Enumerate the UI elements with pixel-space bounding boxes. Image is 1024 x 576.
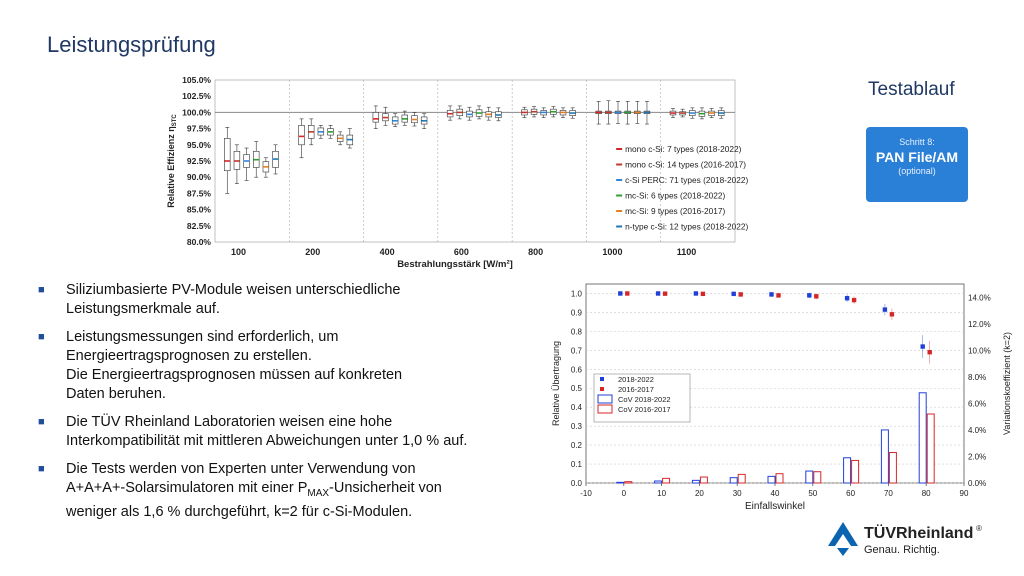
legend-label: CoV 2018-2022 xyxy=(618,395,671,404)
legend-marker xyxy=(598,395,612,403)
legend-label: n-type c-Si: 12 types (2018-2022) xyxy=(625,221,749,232)
side-title: Testablauf xyxy=(868,79,955,100)
y-tick-label: 97.5% xyxy=(186,123,211,134)
cov-bar xyxy=(730,478,737,483)
data-point xyxy=(663,291,667,295)
y-tick-label: 90.0% xyxy=(186,172,211,183)
tuv-triangle-small-icon xyxy=(837,548,849,556)
legend-label: mc-Si: 6 types (2018-2022) xyxy=(625,190,726,201)
data-point xyxy=(618,291,622,295)
x-tick-label: 1000 xyxy=(602,247,623,257)
cov-bar xyxy=(625,482,632,483)
bullet-item xyxy=(36,281,556,319)
x-tick-label: 800 xyxy=(528,247,544,257)
bullet-text: Siliziumbasierte PV-Module weisen unterschiedliche Leistungsmerkmale auf. xyxy=(66,282,401,317)
legend-label: mono c-Si: 14 types (2016-2017) xyxy=(625,159,746,170)
bullet-square-icon: ■ xyxy=(38,284,45,296)
data-point xyxy=(739,292,743,296)
legend-label: 2016-2017 xyxy=(618,385,654,394)
bullet-item xyxy=(36,328,556,404)
y2-tick-label: 4.0% xyxy=(968,425,987,435)
cov-bar xyxy=(768,476,775,483)
legend-marker xyxy=(600,387,604,391)
y2-tick-label: 14.0% xyxy=(968,293,991,303)
x-tick-label: 50 xyxy=(808,489,818,498)
y-tick-label: 0.4 xyxy=(570,403,582,413)
y2-tick-label: 6.0% xyxy=(968,399,987,409)
y-tick-label: 0.7 xyxy=(570,346,582,356)
cov-bar xyxy=(852,460,859,483)
data-point xyxy=(769,292,773,296)
data-point xyxy=(732,292,736,296)
cov-bar xyxy=(776,474,783,483)
y-axis-label: Relative Übertragung xyxy=(551,340,561,427)
data-point xyxy=(807,293,811,297)
logo-tagline: Genau. Richtig. xyxy=(864,544,940,556)
tuv-rheinland-logo xyxy=(826,518,986,558)
x-tick-label: 10 xyxy=(657,489,667,498)
y-tick-label: 0.3 xyxy=(570,422,582,432)
data-point xyxy=(776,293,780,297)
y-tick-label: 0.1 xyxy=(570,460,582,470)
data-point xyxy=(852,298,856,302)
y-tick-label: 105.0% xyxy=(182,75,211,85)
bullet-text: Die TÜV Rheinland Laboratorien weisen eine hohe Interkompatibilität mit mittleren Abweichungen unter 1,0 % auf. xyxy=(66,414,468,449)
x-tick-label: 0 xyxy=(621,489,627,498)
page-title: Leistungsprüfung xyxy=(47,32,216,57)
bullet-item xyxy=(36,460,556,522)
data-point xyxy=(701,292,705,296)
legend-label: CoV 2016-2017 xyxy=(618,405,671,414)
pmax-subscript: MAX xyxy=(307,487,330,499)
cov-bar xyxy=(881,430,888,483)
y-tick-label: 85.0% xyxy=(186,204,211,215)
logo-reg-mark: ® xyxy=(976,524,982,533)
y-tick-label: 82.5% xyxy=(186,220,211,231)
x-tick-label: 100 xyxy=(231,247,247,257)
x-tick-label: 400 xyxy=(379,247,395,257)
cov-bar xyxy=(889,452,896,483)
cov-bar xyxy=(692,480,699,483)
legend-label: mc-Si: 9 types (2016-2017) xyxy=(625,206,726,216)
bullet-square-icon: ■ xyxy=(38,331,45,343)
data-point xyxy=(814,294,818,298)
logo-brand-text: TÜVRheinland xyxy=(864,525,974,542)
y-tick-label: 1.0 xyxy=(570,289,582,299)
cov-bar xyxy=(700,477,707,483)
cov-bar xyxy=(814,472,821,483)
legend-marker xyxy=(598,405,612,413)
cov-bar xyxy=(844,458,851,483)
x-tick-label: 20 xyxy=(694,489,704,498)
cov-bar xyxy=(919,393,926,483)
y-tick-label: 80.0% xyxy=(186,237,211,247)
x-tick-label: 200 xyxy=(305,247,321,257)
cov-bar xyxy=(663,478,670,483)
x-tick-label: -10 xyxy=(580,489,592,498)
y-axis-label-subscript: STC xyxy=(172,114,178,127)
box xyxy=(224,138,230,170)
step-number-label: Schritt 8: xyxy=(899,137,935,147)
data-point xyxy=(625,291,629,295)
y-tick-label: 92.5% xyxy=(186,156,211,166)
y-tick-label: 102.5% xyxy=(182,91,211,102)
data-point xyxy=(890,312,894,316)
y-tick-label: 0.5 xyxy=(570,384,582,394)
y-axis-label: Relative Effizienz $\eta_{STC}$ xyxy=(166,114,178,208)
legend-marker xyxy=(600,377,604,381)
y-tick-label: 95.0% xyxy=(186,139,211,150)
step-8-pan-file-button[interactable] xyxy=(866,127,968,202)
legend-label: mono c-Si: 7 types (2018-2022) xyxy=(625,144,742,154)
y2-tick-label: 12.0% xyxy=(968,319,991,329)
bullet-text-post: -Unsicherheit von weniger als 1,6 % durchgeführt, k=2 für c-Si-Modulen. xyxy=(66,480,442,520)
bullet-text: Leistungsmessungen sind erforderlich, um Energieertragsprognosen zu erstellen. Die Energieertragsprognosen müssen auf konkreten Daten beruhen. xyxy=(66,329,403,402)
y2-axis-label: Variationskoeffizient (k=2) xyxy=(1002,332,1012,435)
bullet-list xyxy=(36,281,556,531)
efficiency-boxplot-chart xyxy=(160,72,750,274)
data-point xyxy=(928,350,932,354)
y-tick-label: 87.5% xyxy=(186,188,211,199)
data-point xyxy=(883,307,887,311)
x-axis-label: Bestrahlungsstärk [W/m²] xyxy=(397,259,513,270)
data-point xyxy=(656,291,660,295)
y2-tick-label: 0.0% xyxy=(968,479,987,488)
x-tick-label: 90 xyxy=(959,489,969,498)
data-point xyxy=(694,291,698,295)
cov-bar xyxy=(927,414,934,483)
cov-bar xyxy=(655,481,662,483)
x-axis-label: Einfallswinkel xyxy=(744,501,806,512)
legend-label: c-Si PERC: 71 types (2018-2022) xyxy=(625,175,749,185)
y-tick-label: 0.2 xyxy=(570,441,582,451)
y-tick-label: 0.0 xyxy=(570,479,582,488)
x-tick-label: 1100 xyxy=(676,247,697,257)
x-tick-label: 70 xyxy=(883,489,893,498)
bullet-item xyxy=(36,413,556,451)
x-tick-label: 80 xyxy=(921,489,931,498)
data-point xyxy=(845,296,849,300)
data-point xyxy=(921,344,925,348)
x-tick-label: 30 xyxy=(732,489,742,498)
y-tick-label: 100.0% xyxy=(182,107,211,118)
cov-bar xyxy=(738,474,745,483)
x-tick-label: 600 xyxy=(453,247,469,257)
y-tick-label: 0.6 xyxy=(570,365,582,375)
step-optional-label: (optional) xyxy=(898,166,936,176)
y2-tick-label: 2.0% xyxy=(968,452,987,462)
incidence-angle-chart xyxy=(548,278,1020,514)
legend-label: 2018-2022 xyxy=(618,375,654,384)
box xyxy=(373,112,379,122)
y-tick-label: 0.8 xyxy=(570,327,582,337)
tuv-triangle-icon xyxy=(828,522,858,546)
cov-bar xyxy=(617,482,624,483)
y-tick-label: 0.9 xyxy=(570,308,582,318)
bullet-square-icon: ■ xyxy=(38,416,45,428)
box xyxy=(299,125,305,144)
bullet-text xyxy=(66,461,442,520)
y2-tick-label: 10.0% xyxy=(968,346,991,356)
bullet-square-icon: ■ xyxy=(38,463,45,475)
step-name-label: PAN File/AM xyxy=(875,149,959,165)
x-tick-label: 60 xyxy=(846,489,856,498)
bullet-text-pre: Die Tests werden von Experten unter Verwendung von A+A+A+-Solarsimulatoren mit einer P xyxy=(66,461,416,496)
cov-bar xyxy=(806,471,813,483)
x-tick-label: 40 xyxy=(770,489,780,498)
y2-tick-label: 8.0% xyxy=(968,372,987,382)
